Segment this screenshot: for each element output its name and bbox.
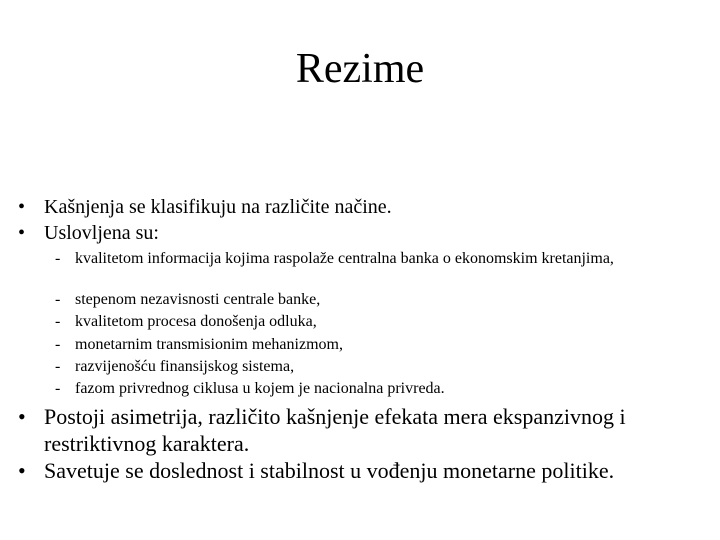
- dash-marker: -: [55, 250, 61, 267]
- sub-bullet-item: [55, 358, 675, 376]
- bullet-item: [18, 195, 708, 219]
- bullet-marker: •: [18, 196, 26, 218]
- sub-bullet-text: fazom privrednog ciklusa u kojem je nacionalna privreda.: [75, 380, 445, 397]
- bullet-marker: •: [18, 458, 26, 483]
- sub-bullet-item: [55, 291, 675, 309]
- sub-bullet-text: kvalitetom procesa donošenja odluka,: [75, 313, 317, 330]
- sub-bullet-text: razvijenošću finansijskog sistema,: [75, 358, 295, 375]
- bullet-marker: •: [18, 404, 26, 429]
- bullet-marker: •: [18, 222, 26, 244]
- slide-title: Rezime: [295, 46, 425, 92]
- sub-bullet-item: [55, 250, 645, 268]
- dash-marker: -: [55, 291, 61, 308]
- dash-marker: -: [55, 336, 61, 353]
- sub-bullet-text: monetarnim transmisionim mehanizmom,: [75, 336, 343, 353]
- bullet-text: Kašnjenja se klasifikuju na različite načine.: [44, 196, 392, 218]
- bullet-item: [18, 403, 708, 457]
- dash-marker: -: [55, 380, 61, 397]
- sub-bullet-item: [55, 380, 675, 398]
- sub-bullet-item: [55, 313, 675, 331]
- bullet-text: Uslovljena su:: [44, 222, 159, 244]
- sub-bullet-text: kvalitetom informacija kojima raspolaže centralna banka o ekonomskim kretanjima,: [75, 250, 614, 267]
- bullet-text: Savetuje se doslednost i stabilnost u vođenju monetarne politike.: [44, 458, 615, 483]
- dash-marker: -: [55, 358, 61, 375]
- bullet-item: [18, 457, 708, 484]
- bullet-item: [18, 221, 708, 245]
- sub-bullet-item: [55, 336, 675, 354]
- sub-bullet-text: stepenom nezavisnosti centrale banke,: [75, 291, 321, 308]
- bullet-text: Postoji asimetrija, različito kašnjenje efekata mera ekspanzivnog i restriktivnog karaktera.: [44, 404, 626, 456]
- dash-marker: -: [55, 313, 61, 330]
